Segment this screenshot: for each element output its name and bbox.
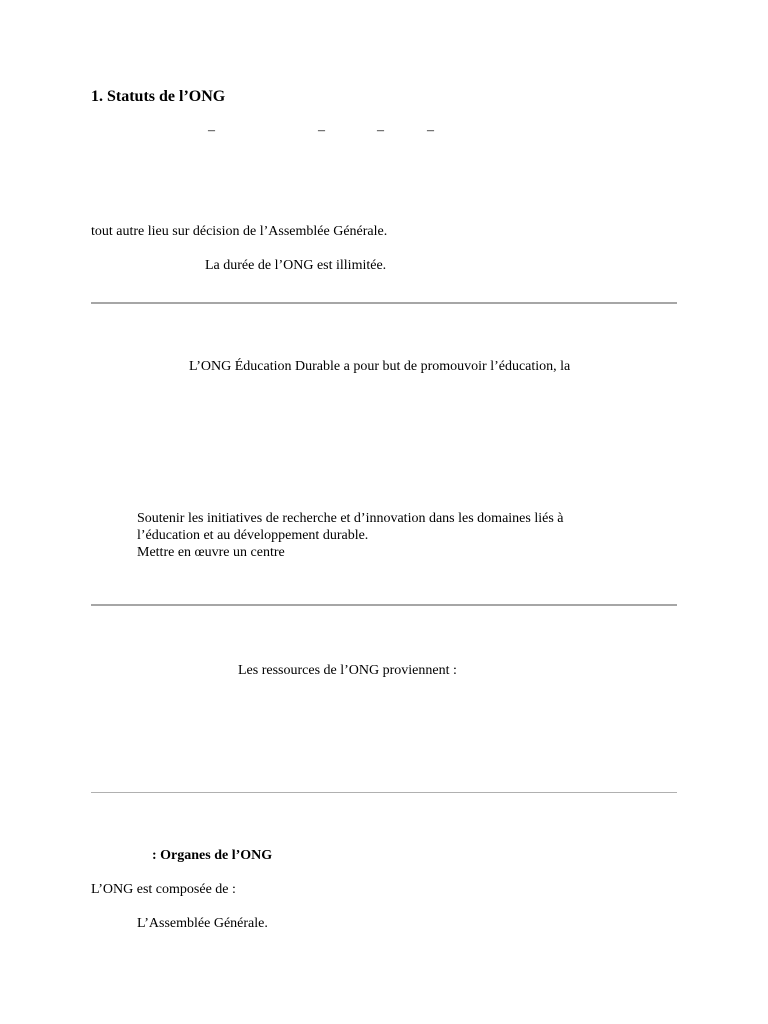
objective-research-line1: Soutenir les initiatives de recherche et d’innovation dans les domaines liés à [137, 511, 564, 526]
section-divider-3 [91, 792, 677, 793]
resources-text: Les ressources de l’ONG proviennent : [238, 663, 457, 678]
organ-assemblee-generale: L’Assemblée Générale. [137, 916, 268, 931]
section-title-statuts: 1. Statuts de l’ONG [91, 88, 226, 105]
duration-text: La durée de l’ONG est illimitée. [205, 258, 387, 273]
dash-4: – [427, 123, 434, 138]
section-divider-1 [91, 302, 677, 304]
composition-text: L’ONG est composée de : [91, 882, 236, 897]
dash-3: – [377, 123, 384, 138]
seat-text: tout autre lieu sur décision de l’Assemblée Générale. [91, 224, 388, 239]
objective-centre: Mettre en œuvre un centre [137, 545, 285, 560]
dash-1: – [208, 123, 215, 138]
purpose-text: L’ONG Éducation Durable a pour but de promouvoir l’éducation, la [189, 359, 571, 374]
section-title-organes: : Organes de l’ONG [152, 848, 273, 863]
objective-research-line2: l’éducation et au développement durable. [137, 528, 369, 543]
section-divider-2 [91, 604, 677, 606]
dash-2: – [318, 123, 325, 138]
